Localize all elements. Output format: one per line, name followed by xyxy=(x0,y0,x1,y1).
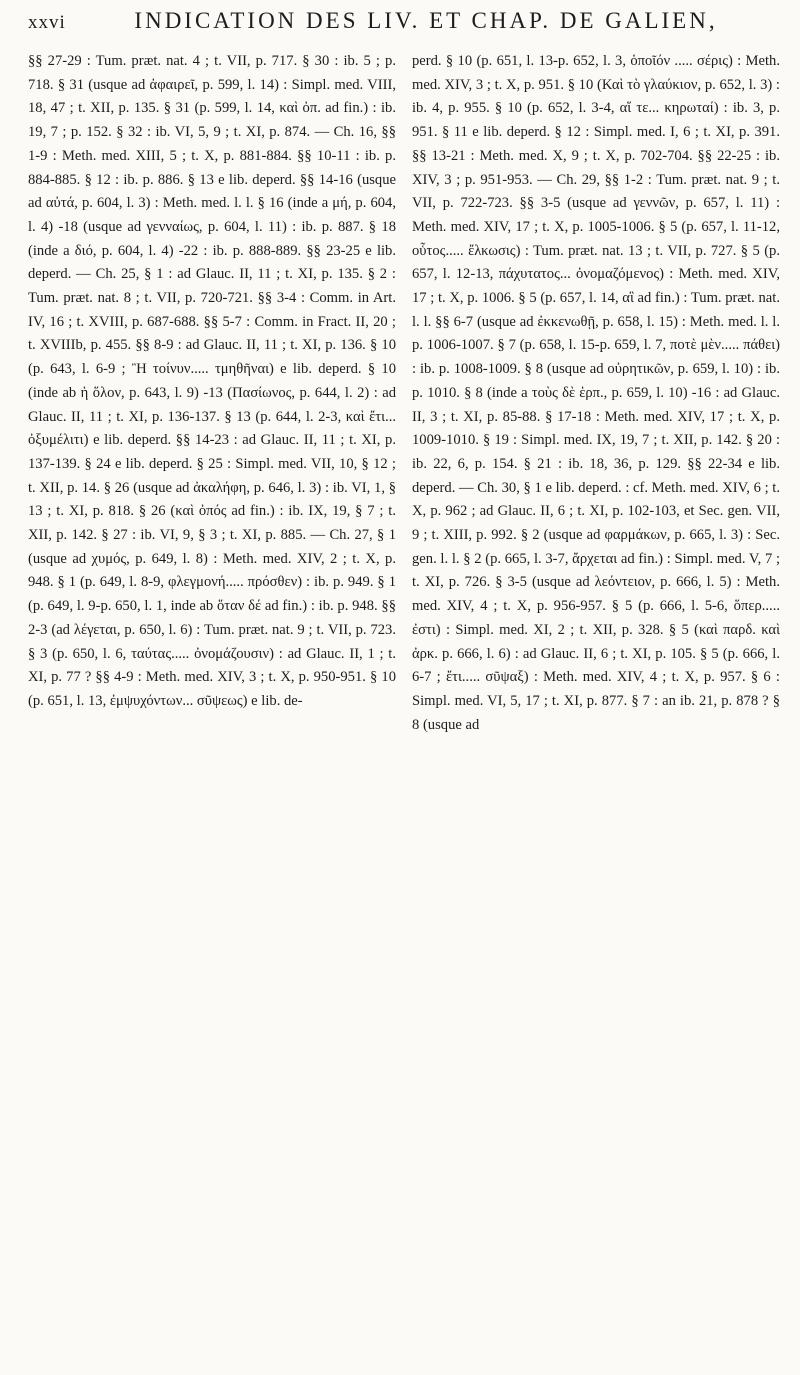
running-title: INDICATION DES LIV. ET CHAP. DE GALIEN, xyxy=(134,8,718,33)
left-column-text: §§ 27-29 : Tum. præt. nat. 4 ; t. VII, p. 717. § 30 : ib. 5 ; p. 718. § 31 (usque ad ἀφαιρεῖ, p. 599, l. 14) : Simpl. med. VIII, 18, 47 ; t. XII, p. 135. § 31 (p. 599, l. 14, καὶ ὀπ. ad fin.) : ib. 19, 7 ; p. 152. § 32 : ib. VI, 5, 9 ; t. XI, p. 874. — Ch. 16, §§ 1-9 : Meth. med. XIII, 5 ; t. X, p. 881-884. §§ 10-11 : ib. p. 884-885. § 12 : ib. p. 886. § 13 e lib. deperd. §§ 14-16 (usque ad αὐτά, p. 604, l. 3) : Meth. med. l. l. § 16 (inde a μή, p. 604, l. 4) -18 (usque ad γενναίως, p. 604, l. 11) : ib. p. 887. § 18 (inde a διό, p. 604, l. 4) -22 : ib. p. 888-889. §§ 23-25 e lib. deperd. — Ch. 25, § 1 : ad Glauc. II, 11 ; t. XI, p. 135. § 2 : Tum. præt. nat. 8 ; t. VII, p. 720-721. §§ 3-4 : Comm. in Art. IV, 16 ; t. XVIII, p. 687-688. §§ 5-7 : Comm. in Fract. II, 20 ; t. XVIIIb, p. 455. §§ 8-9 : ad Glauc. II, 11 ; t. XI, p. 136. § 10 (p. 643, l. 6-9 ; Ἢ τοίνυν..... τμηθῆναι) e lib. deperd. § 10 (inde ab ἡ ὅλον, p. 643, l. 9) -13 (Πασίωνος, p. 644, l. 2) : ad Glauc. II, 11 ; t. XI, p. 136-137. § 13 (p. 644, l. 2-3, καὶ ἔτι... ὀξυμέλιτι) e lib. deperd. §§ 14-23 : ad Glauc. II, 11 ; t. XI, p. 137-139. § 24 e lib. deperd. § 25 : Simpl. med. VII, 10, § 12 ; t. XII, p. 14. § 26 (usque ad ἀκαλήφη, p. 646, l. 3) : ib. VI, 1, § 13 ; t. XI, p. 818. § 26 (καὶ ὀπός ad fin.) : ib. IX, 19, § 7 ; t. XII, p. 142. § 27 : ib. VI, 9, § 3 ; t. XI, p. 885. — Ch. 27, § 1 (usque ad χυμός, p. 649, l. 8) : Meth. med. XIV, 2 ; t. X, p. 948. § 1 (p. 649, l. 8-9, φλεγμονή..... πρόσθεν) : ib. p. 949. § 1 (p. 649, l. 9-p. 650, l. 1, inde ab ὅταν δέ ad fin.) : ib. p. 948. §§ 2-3 (ad λέγεται, p. 650, l. 6) : Tum. præt. nat. 9 ; t. VII, p. 723. § 3 (p. 650, l. 6, ταύτας..... ὀνομάζουσιν) : ad Glauc. II, 1 ; t. XI, p. 77 ? §§ 4-9 : Meth. med. XIV, 3 ; t. X, p. 950-951. § 10 (p. 651, l. 13, ἐμψυχόντων... σῦψεως) e lib. de- xyxy=(28,53,396,709)
running-header xyxy=(28,8,772,42)
page-number: xxvi xyxy=(28,12,66,33)
right-column-text: perd. § 10 (p. 651, l. 13-p. 652, l. 3, ὁποῖόν ..... σέρις) : Meth. med. XIV, 3 ; t. X, p. 951. § 10 (Καὶ τὸ γλαύκιον, p. 652, l. 3) : ib. 4, p. 955. § 10 (p. 652, l. 3-4, αἵ τε... κηρωταί) : ib. 3, p. 951. § 11 e lib. deperd. § 12 : Simpl. med. I, 6 ; t. XI, p. 391. §§ 13-21 : Meth. med. X, 9 ; t. X, p. 702-704. §§ 22-25 : ib. XIV, 3 ; p. 951-953. — Ch. 29, §§ 1-2 : Tum. præt. nat. 9 ; t. VII, p. 722-723. §§ 3-5 (usque ad γεννῶν, p. 657, l. 11) : Meth. med. XIV, 17 ; t. X, p. 1005-1006. § 5 (p. 657, l. 11-12, οὗτος..... ἔλκωσις) : Tum. præt. nat. 13 ; t. VII, p. 727. § 5 (p. 657, l. 12-13, πάχυτατος... ὀνομαζόμενος) : Meth. med. XIV, 17 ; t. X, p. 1006. § 5 (p. 657, l. 14, αἳ ad fin.) : Tum. præt. nat. l. l. §§ 6-7 (usque ad ἐκκενωθῇ, p. 658, l. 15) : Meth. med. l. l. p. 1006-1007. § 7 (p. 658, l. 15-p. 659, l. 7, πoτὲ μὲν..... πάθει) : ib. p. 1008-1009. § 8 (usque ad οὐρητικῶν, p. 659, l. 10) : ib. p. 1010. § 8 (inde a τοὺς δὲ ἑρπ., p. 659, l. 10) -16 : ad Glauc. II, 3 ; t. XI, p. 85-88. § 17-18 : Meth. med. XIV, 17 ; t. X, p. 1009-1010. § 19 : Simpl. med. IX, 19, 7 ; t. XII, p. 142. § 20 : ib. 22, 6, p. 154. § 21 : ib. 18, 36, p. 129. §§ 22-34 e lib. deperd. — Ch. 30, § 1 e lib. deperd. : cf. Meth. med. XIV, 6 ; t. X, p. 962 ; ad Glauc. II, 6 ; t. XI, p. 102-103, et Sec. gen. VII, 9 ; t. XIII, p. 992. § 2 (usque ad φαρμάκων, p. 665, l. 3) : Sec. gen. l. l. § 2 (p. 665, l. 3-7, ἄρχεται ad fin.) : Simpl. med. V, 7 ; t. XI, p. 726. § 3-5 (usque ad λεόντειον, p. 666, l. 5) : Meth. med. XIV, 4 ; t. X, p. 956-957. § 5 (p. 666, l. 5-6, ὅπερ..... ἐστι) : Simpl. med. XI, 2 ; t. XII, p. 328. § 5 (καὶ παρδ. καὶ ἀρκ. p. 666, l. 6) : ad Glauc. II, 6 ; t. XI, p. 105. § 5 (p. 666, l. 6-7 ; ἔτι..... σῦψαξ) : Meth. med. XIV, 4 ; t. X, p. 957. § 6 : Simpl. med. VI, 5, 17 ; t. XI, p. 877. § 7 : an ib. 21, p. 878 ? § 8 (usque ad xyxy=(412,53,780,733)
text-columns xyxy=(28,50,780,1365)
